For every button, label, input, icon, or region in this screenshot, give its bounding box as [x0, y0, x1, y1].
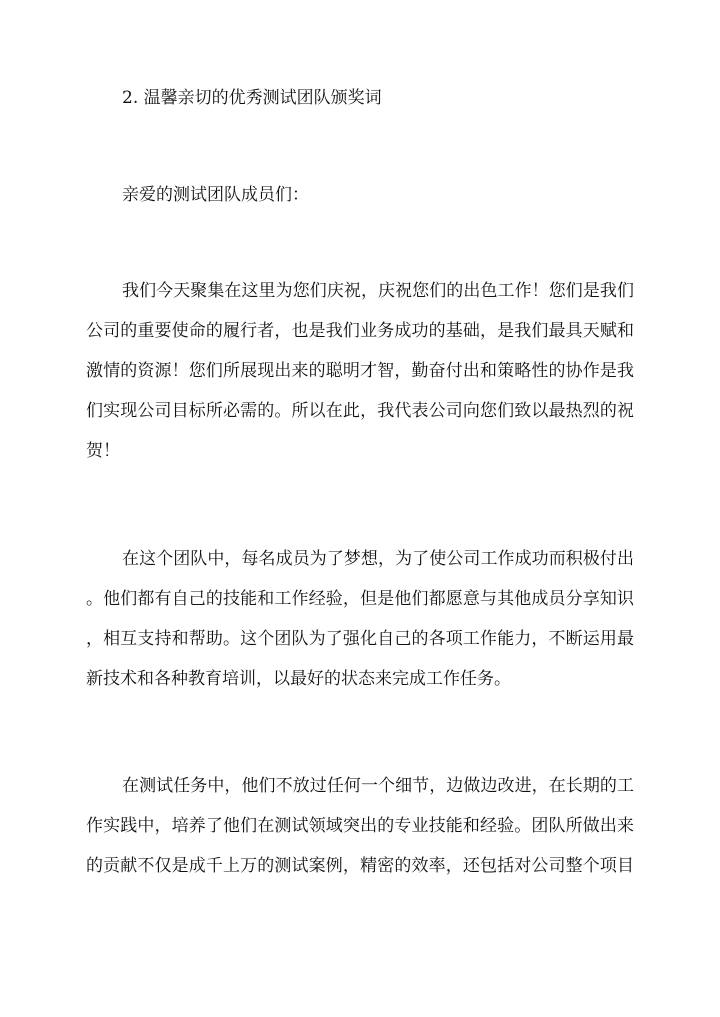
paragraph-3: [86, 766, 634, 886]
paragraph-line: 新技术和各种教育培训，以最好的状态来完成工作任务。: [86, 669, 511, 689]
paragraph-line: 公司的重要使命的履行者，也是我们业务成功的基础，是我们最具天赋和: [86, 321, 634, 341]
paragraph-line: 们实现公司目标所必需的。所以在此，我代表公司向您们致以最热烈的祝: [86, 401, 634, 421]
paragraph-line: ，相互支持和帮助。这个团队为了强化自己的各项工作能力，不断运用最: [86, 629, 634, 649]
paragraph-line: 作实践中，培养了他们在测试领域突出的专业技能和经验。团队所做出来: [86, 816, 634, 836]
salutation: 亲爱的测试团队成员们：: [122, 185, 309, 205]
paragraph-line: 我们今天聚集在这里为您们庆祝，庆祝您们的出色工作！您们是我们: [122, 281, 634, 301]
section-heading: 2. 温馨亲切的优秀测试团队颁奖词: [122, 88, 382, 108]
paragraph-line: 激情的资源！您们所展现出来的聪明才智，勤奋付出和策略性的协作是我: [86, 361, 634, 381]
paragraph-1: [86, 271, 634, 471]
paragraph-line: 在测试任务中，他们不放过任何一个细节，边做边改进，在长期的工: [122, 776, 634, 796]
paragraph-line: 。他们都有自己的技能和工作经验，但是他们都愿意与其他成员分享知识: [86, 589, 634, 609]
paragraph-line: 在这个团队中，每名成员为了梦想，为了使公司工作成功而积极付出: [122, 549, 634, 569]
paragraph-line: 的贡献不仅是成千上万的测试案例，精密的效率，还包括对公司整个项目: [86, 856, 634, 876]
paragraph-2: [86, 539, 634, 699]
paragraph-line: 贺！: [86, 441, 120, 461]
